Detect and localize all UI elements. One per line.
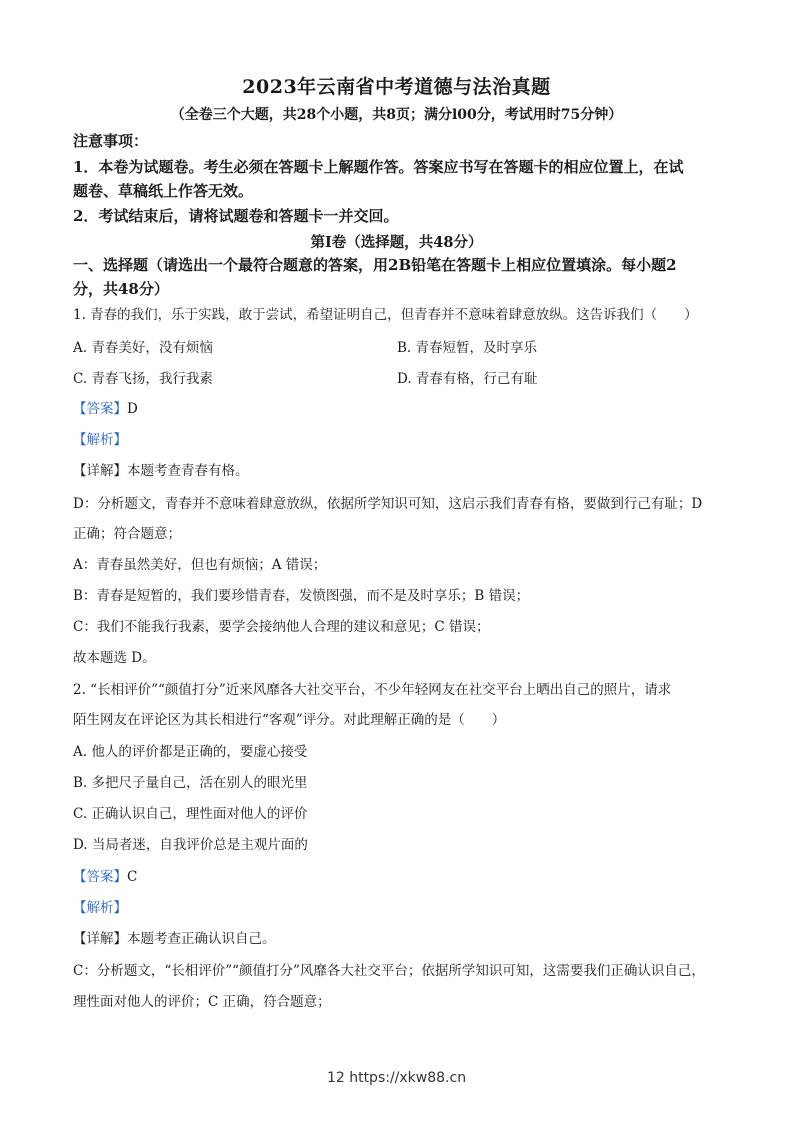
q1-answer-value: D <box>127 401 138 417</box>
part1-instruction-line-1: 一、选择题（请选出一个最符合题意的答案，用2B铅笔在答题卡上相应位置填涂。每小题2 <box>73 256 677 274</box>
notice-item-1-line-2: 题卷、草稿纸上作答无效。 <box>73 182 254 200</box>
q1-detail-tag: 【详解】 <box>73 463 127 479</box>
q1-stem: 1. 青春的我们，乐于实践，敢于尝试，希望证明自己，但青春并不意味着肆意放纵。这告诉我们（ ） <box>73 307 698 323</box>
q2-detail <box>73 929 733 949</box>
q2-option-a: A. 他人的评价都是正确的，要虚心接受 <box>73 744 308 760</box>
q2-answer <box>73 867 733 887</box>
notice-heading: 注意事项： <box>73 132 149 150</box>
q2-option-b: B. 多把尺子量自己，活在别人的眼光里 <box>73 775 308 791</box>
q1-explanation-line-2: 正确；符合题意； <box>73 526 181 542</box>
q1-analysis <box>73 430 733 450</box>
q2-explanation-line-1: C：分析题文，“长相评价”“颜值打分”风靡各大社交平台；依据所学知识可知，这需要我们正确认识自己， <box>73 963 705 979</box>
q2-detail-text: 本题考查正确认识自己。 <box>127 931 276 947</box>
q2-answer-value: C <box>127 869 138 885</box>
q2-answer-tag: 【答案】 <box>73 869 127 885</box>
q1-explanation-line-5: C：我们不能我行我素，要学会接纳他人合理的建议和意见；C 错误； <box>73 619 490 635</box>
q1-explanation-line-6: 故本题选 D。 <box>73 650 156 666</box>
part1-instruction-line-2: 分，共48分） <box>73 280 169 298</box>
notice-item-2: 2．考试结束后，请将试题卷和答题卡一并交回。 <box>73 207 399 225</box>
q2-option-d: D. 当局者迷，自我评价总是主观片面的 <box>73 837 308 853</box>
q2-analysis-tag: 【解析】 <box>73 900 127 916</box>
q1-analysis-tag: 【解析】 <box>73 432 127 448</box>
q1-answer <box>73 399 733 419</box>
q1-option-d: D. 青春有格，行己有耻 <box>397 371 538 387</box>
q1-detail <box>73 461 733 481</box>
q1-explanation-line-4: B：青春是短暂的，我们要珍惜青春，发愤图强，而不是及时享乐；B 错误； <box>73 588 530 604</box>
q1-option-b: B. 青春短暂，及时享乐 <box>397 340 538 356</box>
q2-stem-line-2: 陌生网友在评论区为其长相进行“客观”评分。对此理解正确的是（ ） <box>73 712 506 728</box>
q1-explanation-line-1: D：分析题文，青春并不意味着肆意放纵，依据所学知识可知，这启示我们青春有格，要做到行己有耻；D <box>73 496 703 512</box>
q1-option-c: C. 青春飞扬，我行我素 <box>73 371 213 387</box>
page-title: 2023年云南省中考道德与法治真题 <box>242 76 551 98</box>
section-title: 第Ⅰ卷（选择题，共48分） <box>310 234 483 251</box>
page-footer: 12 https://xkw88.cn <box>326 1070 467 1086</box>
q2-analysis <box>73 898 733 918</box>
notice-item-1-line-1: 1．本卷为试题卷。考生必须在答题卡上解题作答。答案应书写在答题卡的相应位置上，在试 <box>73 158 684 176</box>
q2-stem-line-1: 2. “长相评价”“颜值打分”近来风靡各大社交平台，不少年轻网友在社交平台上晒出自己的照片，请求 <box>73 682 672 698</box>
q1-detail-text: 本题考查青春有格。 <box>127 463 249 479</box>
q2-detail-tag: 【详解】 <box>73 931 127 947</box>
q1-answer-tag: 【答案】 <box>73 401 127 417</box>
q2-option-c: C. 正确认识自己，理性面对他人的评价 <box>73 806 308 822</box>
page-subtitle: （全卷三个大题，共28个小题，共8页；满分l00分，考试用时75分钟） <box>170 107 623 123</box>
q1-option-a: A. 青春美好，没有烦恼 <box>73 340 213 356</box>
q2-explanation-line-2: 理性面对他人的评价；C 正确，符合题意； <box>73 994 331 1010</box>
q1-explanation-line-3: A：青春虽然美好，但也有烦恼；A 错误； <box>73 557 327 573</box>
